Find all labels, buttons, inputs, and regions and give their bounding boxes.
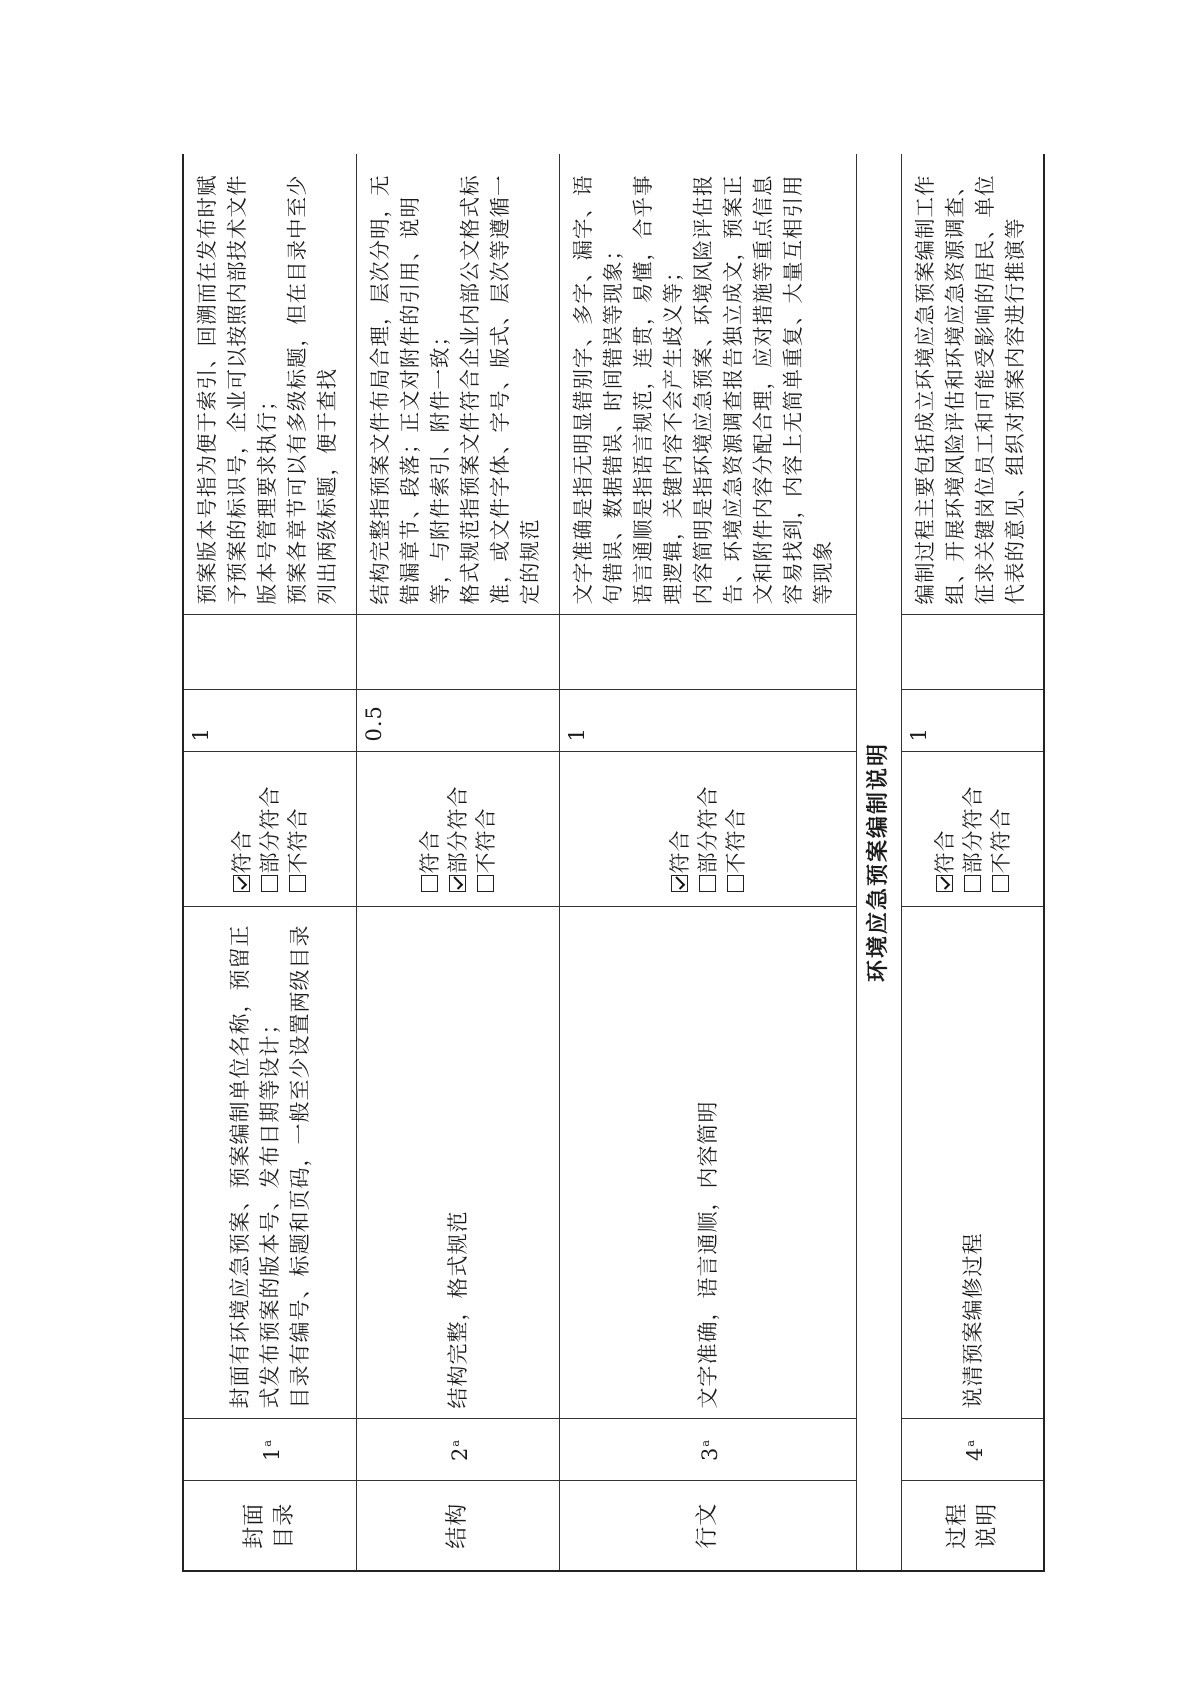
checkbox-icon[interactable] — [477, 876, 494, 893]
item-number-cell — [902, 1419, 1044, 1481]
option-label: 符合 — [932, 829, 957, 874]
option-conform[interactable] — [931, 763, 959, 893]
option-partial[interactable] — [959, 763, 987, 893]
score-cell: 1 — [560, 690, 857, 752]
item-number-cell — [356, 1419, 560, 1481]
section-title: 环境应急预案编制说明 — [856, 154, 901, 1571]
section-row — [856, 154, 901, 1571]
checkbox-icon[interactable] — [421, 876, 438, 893]
remark-cell — [560, 615, 857, 690]
option-conform[interactable] — [416, 763, 444, 893]
option-label: 不符合 — [473, 807, 498, 874]
criteria-line: 结构完整，格式规范 — [445, 1210, 470, 1409]
option-partial[interactable] — [256, 763, 284, 893]
checkbox-icon[interactable] — [727, 876, 744, 893]
criteria-cell — [356, 907, 560, 1419]
description-cell — [183, 154, 356, 615]
review-table — [182, 154, 1045, 1572]
table-row — [560, 154, 857, 1571]
item-number-superscript: a — [448, 1439, 462, 1447]
option-conform[interactable] — [228, 763, 256, 893]
options-cell — [902, 752, 1044, 907]
description-line: 结构完整指预案文件布局合理，层次分明，无错漏章节、段落；正文对附件的引用、说明等，与附件索引、附件一致； — [367, 174, 452, 605]
item-number-superscript: a — [699, 1439, 713, 1447]
description-cell — [560, 154, 857, 615]
description-line: 语言通顺是指语言规范，连贯，易懂，合乎事理逻辑，关键内容不会产生歧义等； — [631, 174, 686, 605]
option-nonconform[interactable] — [472, 763, 500, 893]
option-label: 部分符合 — [960, 785, 985, 874]
option-label: 符合 — [229, 829, 254, 874]
option-label: 不符合 — [724, 807, 749, 874]
checkbox-checked-icon[interactable] — [671, 876, 688, 893]
criteria-cell — [183, 907, 356, 1419]
description-cell — [902, 154, 1044, 615]
option-partial[interactable] — [694, 763, 722, 893]
option-label: 部分符合 — [696, 785, 721, 874]
option-conform[interactable] — [666, 763, 694, 893]
criteria-line: 文字准确，语言通顺，内容简明 — [696, 1100, 721, 1409]
description-line: 预案版本号指为便于索引、回溯而在发布时赋予预案的标识号，企业可以按照内部技术文件版本号管理要求执行； — [195, 174, 279, 605]
rotated-page — [182, 154, 1045, 1572]
table-row — [183, 154, 356, 1571]
checkbox-icon[interactable] — [992, 876, 1009, 893]
description-cell — [356, 154, 560, 615]
option-nonconform[interactable] — [987, 763, 1015, 893]
item-number: 3 — [698, 1446, 723, 1461]
option-label: 部分符合 — [445, 785, 470, 874]
criteria-line: 封面有环境应急预案、预案编制单位名称，预留正式发布预案的版本号、发布日期等设计； — [227, 924, 282, 1409]
score-cell: 0.5 — [356, 690, 560, 752]
item-number: 4 — [962, 1446, 987, 1461]
remark-cell — [183, 615, 356, 690]
category-cell: 结构 — [356, 1481, 560, 1571]
category-cell: 封面目录 — [183, 1481, 356, 1571]
option-partial[interactable] — [444, 763, 472, 893]
option-nonconform[interactable] — [284, 763, 312, 893]
description-line: 文字准确是指无明显错别字、多字、漏字、语句错误、数据错误、时间错误等现象； — [571, 174, 626, 605]
criteria-line: 说清预案编修过程 — [960, 1232, 985, 1409]
checkbox-checked-icon[interactable] — [233, 876, 250, 893]
item-number-cell — [560, 1419, 857, 1481]
checkbox-checked-icon[interactable] — [936, 876, 953, 893]
option-nonconform[interactable] — [722, 763, 750, 893]
category-cell: 过程说明 — [902, 1481, 1044, 1571]
option-label: 不符合 — [988, 807, 1013, 874]
options-cell — [560, 752, 857, 907]
criteria-line: 目录有编号、标题和页码，一般至少设置两级目录 — [287, 924, 312, 1409]
item-number: 1 — [259, 1446, 284, 1461]
category-cell: 行文 — [560, 1481, 857, 1571]
option-label: 符合 — [417, 829, 442, 874]
option-label: 部分符合 — [257, 785, 282, 874]
table-body — [183, 154, 1044, 1571]
item-number-cell — [183, 1419, 356, 1481]
checkbox-icon[interactable] — [261, 876, 278, 893]
checkbox-icon[interactable] — [964, 876, 981, 893]
remark-cell — [356, 615, 560, 690]
description-line: 格式规范指预案文件符合企业内部公文格式标准，或文件字体、字号、版式、层次等遵循一定的规范 — [457, 174, 542, 605]
checkbox-checked-icon[interactable] — [449, 876, 466, 893]
item-number: 2 — [447, 1446, 472, 1461]
table-row — [902, 154, 1044, 1571]
checkbox-icon[interactable] — [289, 876, 306, 893]
description-line: 预案各章节可以有多级标题，但在目录中至少列出两级标题，便于查找 — [285, 174, 339, 605]
remark-cell — [902, 615, 1044, 690]
review-table-container — [182, 154, 1045, 1572]
score-cell: 1 — [183, 690, 356, 752]
item-number-superscript: a — [260, 1439, 274, 1447]
checkbox-icon[interactable] — [699, 876, 716, 893]
description-line: 编制过程主要包括成立环境应急预案编制工作组、开展环境风险评估和环境应急资源调查、征求关键岗位员工和可能受影响的居民、单位代表的意见、组织对预案内容进行推演等 — [913, 174, 1028, 605]
options-cell — [356, 752, 560, 907]
criteria-cell — [560, 907, 857, 1419]
options-cell — [183, 752, 356, 907]
option-label: 符合 — [668, 829, 693, 874]
option-label: 不符合 — [285, 807, 310, 874]
score-cell: 1 — [902, 690, 1044, 752]
table-row — [356, 154, 560, 1571]
criteria-cell — [902, 907, 1044, 1419]
description-line: 内容简明是指环境应急预案、环境风险评估报告、环境应急资源调查报告独立成文，预案正文和附件内容分配合理，应对措施等重点信息容易找到，内容上无简单重复、大量互相引用等现象 — [691, 174, 836, 605]
item-number-superscript: a — [963, 1439, 977, 1447]
